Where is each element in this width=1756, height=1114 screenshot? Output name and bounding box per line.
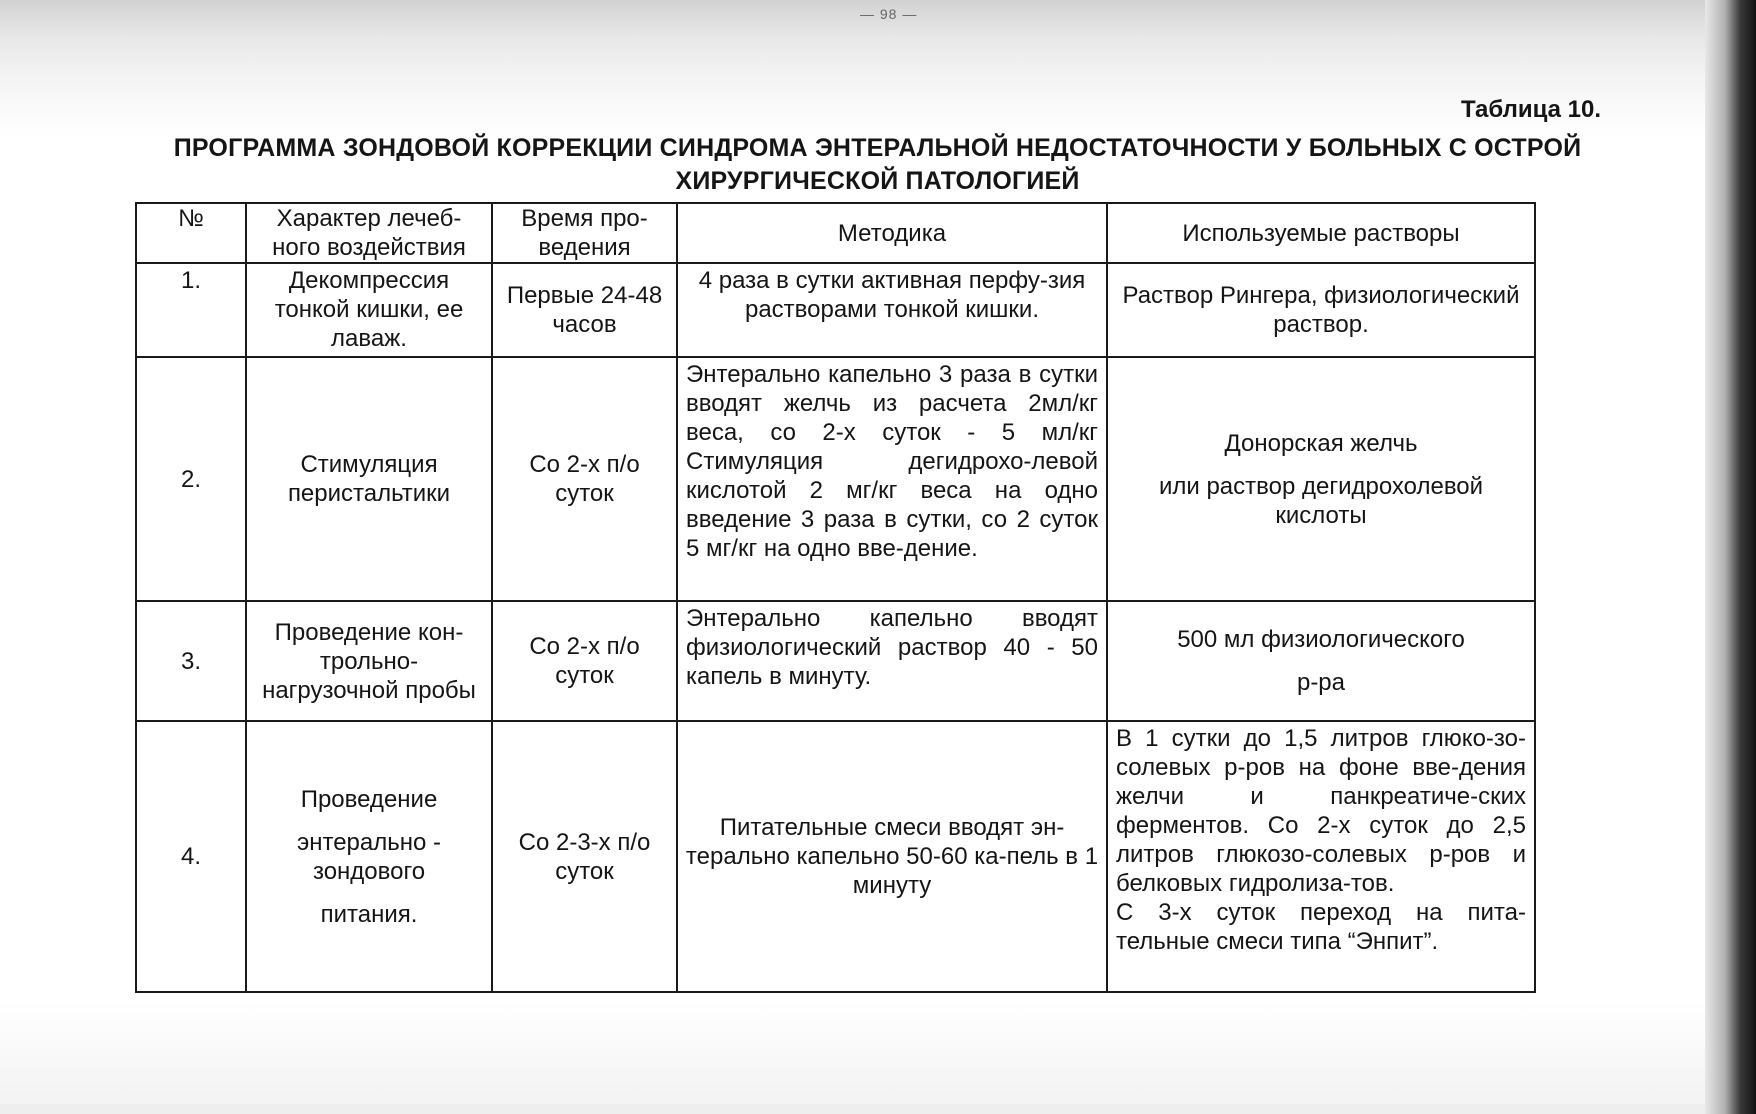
header-method: Методика [677, 203, 1107, 263]
row-solutions [1107, 263, 1535, 357]
row-solutions-text-2: р-ра [1296, 669, 1346, 696]
treatment-program-table [135, 202, 1536, 993]
row-action [246, 721, 492, 992]
row-solutions [1107, 721, 1535, 992]
row-time: Со 2-х п/о суток [492, 601, 677, 721]
header-solutions: Используемые растворы [1107, 203, 1535, 263]
row-solutions-text: 500 мл физиологического [1177, 626, 1465, 653]
row-action-text-3: питания. [320, 900, 418, 928]
row-solutions-text-2: С 3-х суток переход на пита-тельные смеси типа “Энпит”. [1116, 899, 1526, 955]
table-number: Таблица 10. [1460, 96, 1601, 123]
row-number: 4. [136, 721, 246, 992]
row-solutions-text: Раствор Рингера, физиологический раствор. [1122, 282, 1520, 338]
row-method: Питательные смеси вводят эн-терально капельно 50-60 ка-пель в 1 минуту [677, 721, 1107, 992]
row-time: Со 2-х п/о суток [492, 357, 677, 601]
row-time: Со 2-3-х п/о суток [492, 721, 677, 992]
row-number: 3. [136, 601, 246, 721]
row-number: 2. [136, 357, 246, 601]
row-solutions-text-2: или раствор дегидрохолевой кислоты [1158, 472, 1484, 529]
row-action: Проведение кон-трольно-нагрузочной пробы [246, 601, 492, 721]
table-title: ПРОГРАММА ЗОНДОВОЙ КОРРЕКЦИИ СИНДРОМА ЭНТЕРАЛЬНОЙ НЕДОСТАТОЧНОСТИ У БОЛЬНЫХ С ОСТРОЙ ХИРУРГИЧЕСКОЙ ПАТОЛОГИЕЙ [173, 134, 1582, 195]
row-action-text: Проведение [300, 785, 438, 813]
table-header-row [136, 203, 1535, 263]
page-number: — 98 — [860, 6, 918, 22]
row-action: Стимуляция перистальтики [246, 357, 492, 601]
row-method: Энтерально капельно 3 раза в сутки вводят желчь из расчета 2мл/кг веса, со 2-х суток - 5 мл/кг Стимуляция дегидрохо-левой кислотой 2 мг/кг веса на одно введение 3 раза в сутки, со 2 суток 5 мг/кг на одно вве-дение. [677, 357, 1107, 601]
table-row [136, 263, 1535, 357]
row-solutions [1107, 601, 1535, 721]
row-solutions-text: В 1 сутки до 1,5 литров глюко-зо-солевых р-ров на фоне вве-дения желчи и панкреатиче-ских ферментов. Со 2-х суток до 2,5 литров глюкозо-солевых р-ров и белковых гидролиза-тов. [1116, 725, 1526, 897]
row-solutions-text: Донорская желчь [1224, 429, 1418, 457]
table-row [136, 601, 1535, 721]
row-method: 4 раза в сутки активная перфу-зия растворами тонкой кишки. [677, 263, 1107, 357]
header-num: № [136, 203, 246, 263]
row-action: Декомпрессия тонкой кишки, ее лаваж. [246, 263, 492, 357]
table-row [136, 721, 1535, 992]
row-action-text-2: энтерально - зондового [296, 828, 442, 885]
row-number: 1. [136, 263, 246, 357]
header-action: Характер лечеб-ного воздействия [246, 203, 492, 263]
header-time: Время про-ведения [492, 203, 677, 263]
row-solutions [1107, 357, 1535, 601]
row-method: Энтерально капельно вводят физиологический раствор 40 - 50 капель в минуту. [677, 601, 1107, 721]
page-binding-edge [1705, 0, 1756, 1114]
row-time: Первые 24-48 часов [492, 263, 677, 357]
page-bottom-edge [0, 1104, 1705, 1114]
table-row [136, 357, 1535, 601]
